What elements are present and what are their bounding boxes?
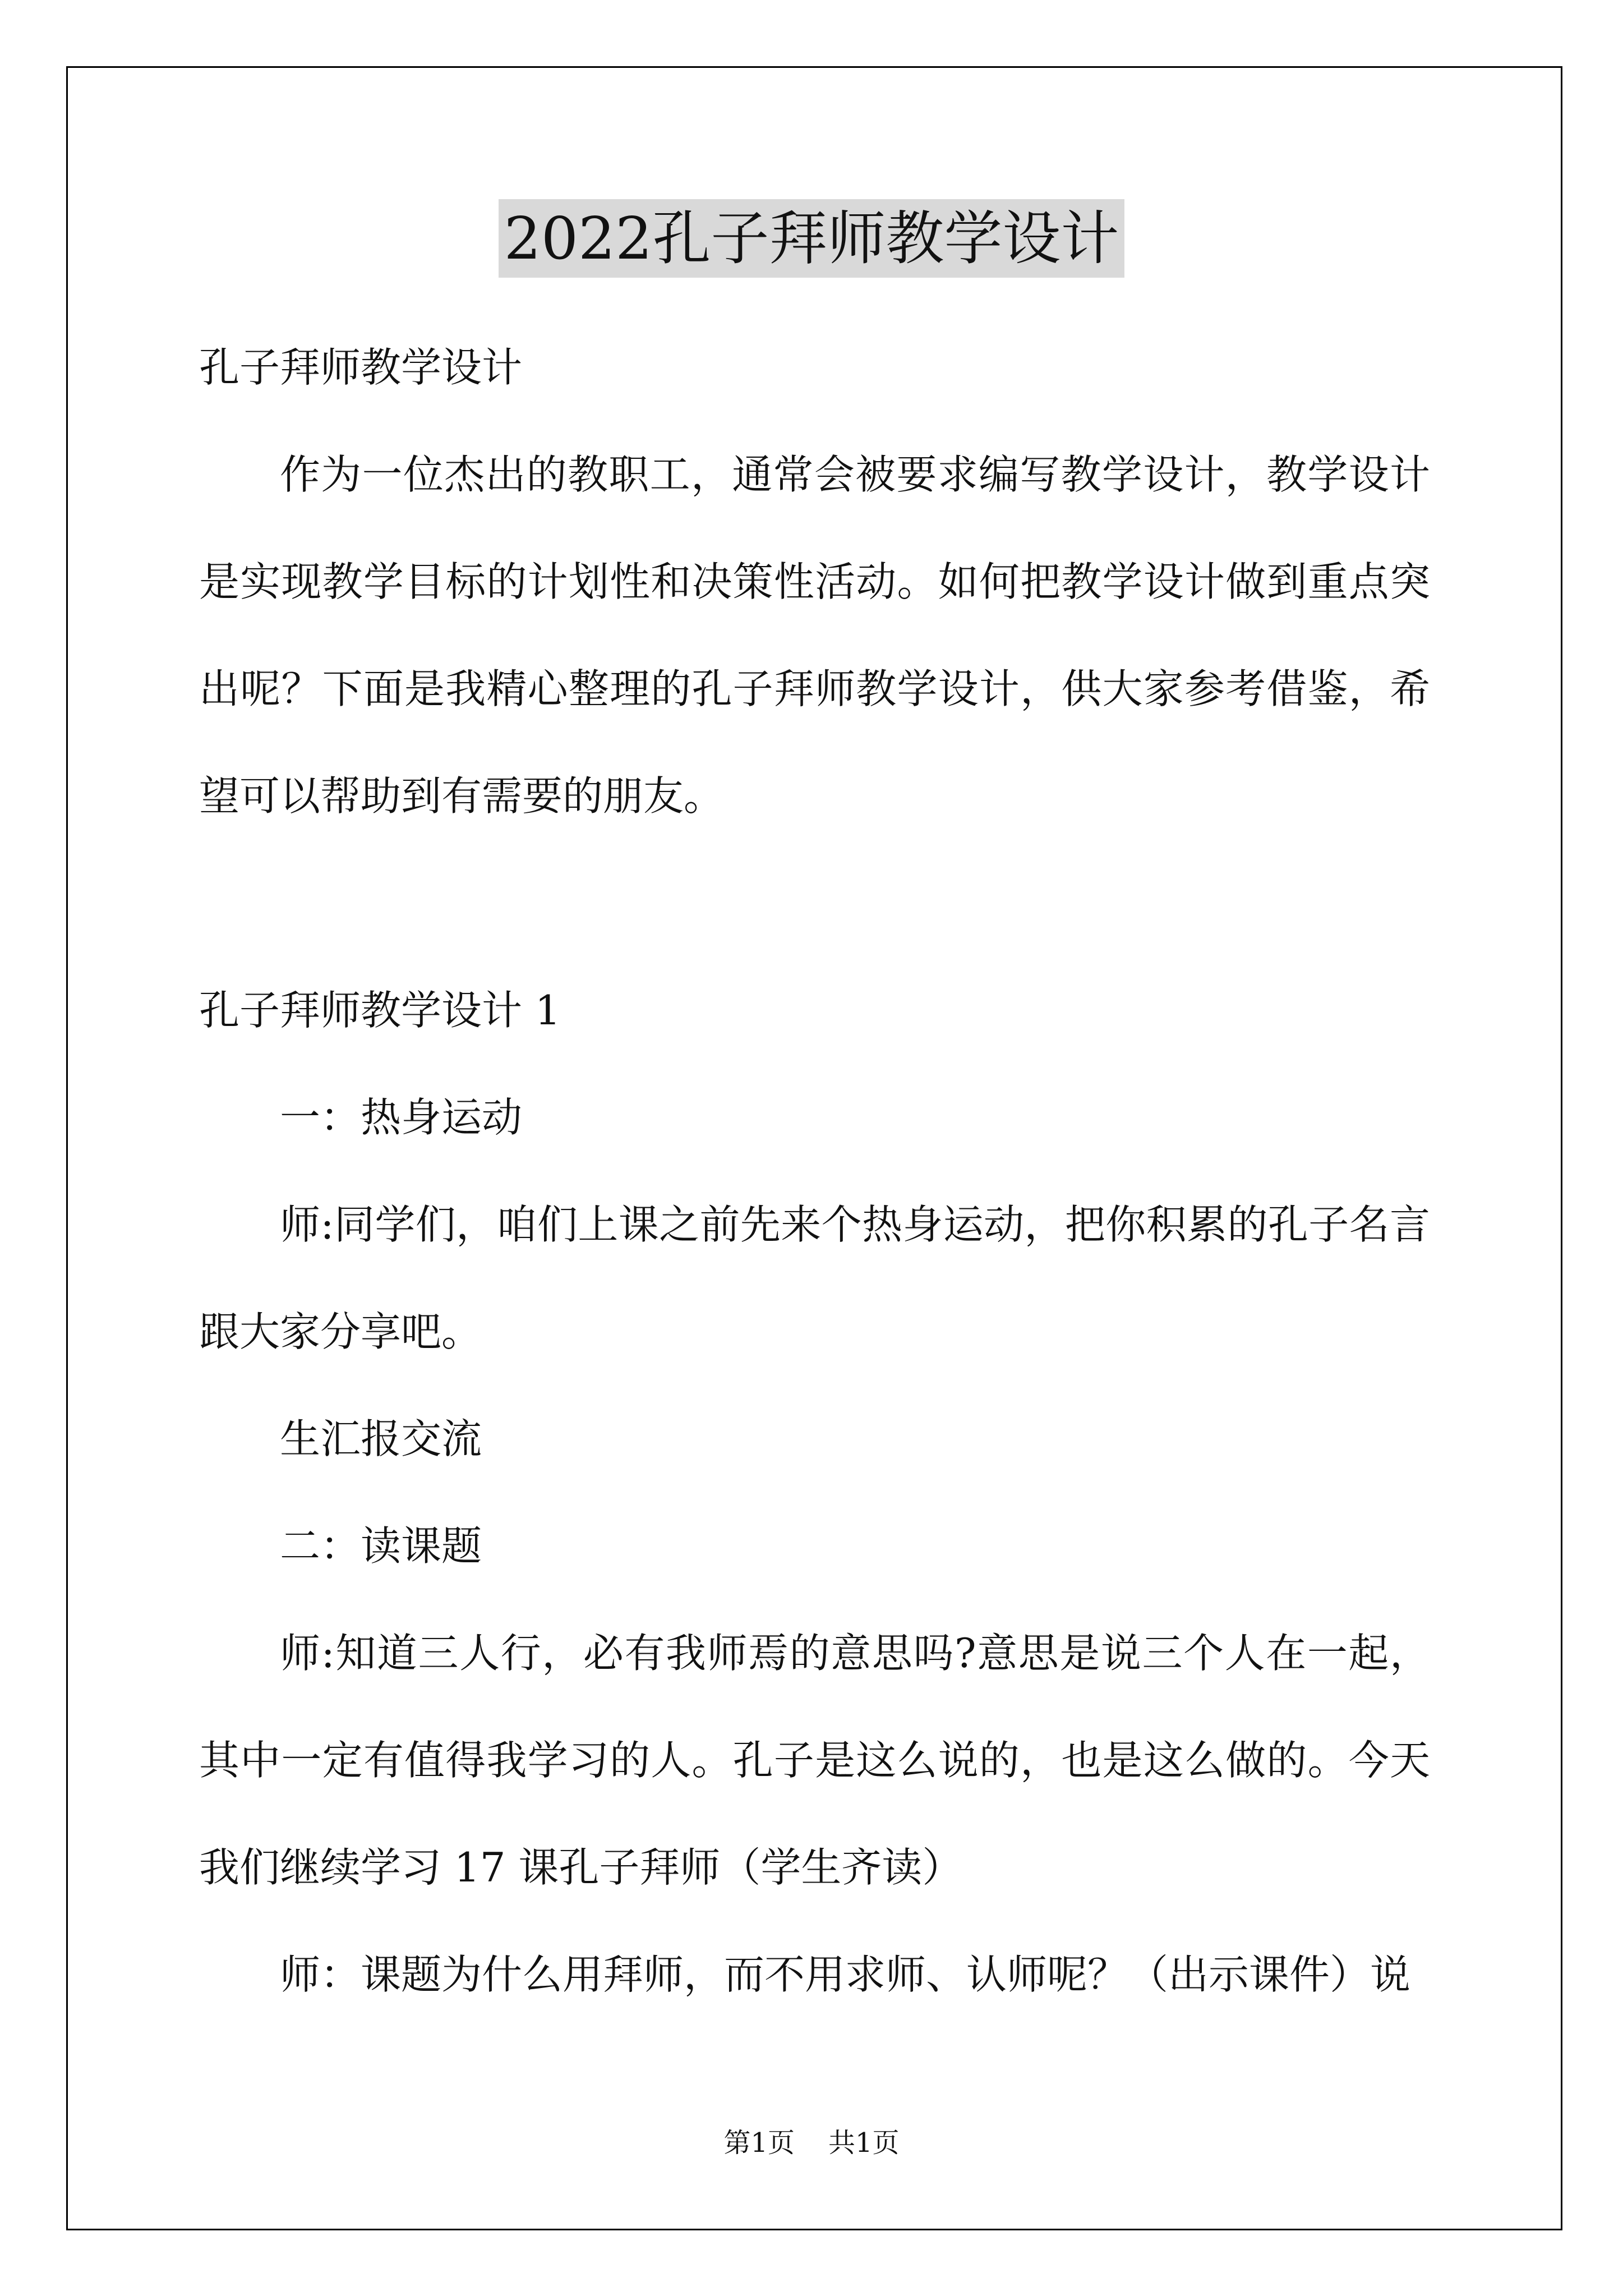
paragraph-1: 作为一位杰出的教职工，通常会被要求编写教学设计，教学设计是实现教学目标的计划性和决策性活动。如何把教学设计做到重点突出呢？下面是我精心整理的孔子拜师教学设计，供大家参考借鉴，希望可以帮助到有需要的朋友。 bbox=[199, 451, 1430, 820]
page-number: 第1页 bbox=[723, 2127, 795, 2159]
paragraph-0: 孔子拜师教学设计 bbox=[199, 344, 523, 391]
paragraph-8: 师：课题为什么用拜师，而不用求师、认师呢？（出示课件）说 bbox=[280, 1951, 1411, 1998]
document-body bbox=[199, 314, 1430, 2028]
document-title: 2022孔子拜师教学设计 bbox=[499, 199, 1125, 278]
paragraph-5: 生汇报交流 bbox=[280, 1415, 482, 1462]
paragraph-2: 孔子拜师教学设计 1 bbox=[199, 987, 561, 1034]
paragraph-3: 一：热身运动 bbox=[280, 1094, 523, 1141]
paragraph-7: 师:知道三人行，必有我师焉的意思吗?意思是说三个人在一起，其中一定有值得我学习的人。孔子是这么说的，也是这么做的。今天我们继续学习 17 课孔子拜师（学生齐读） bbox=[199, 1630, 1430, 1891]
page-footer bbox=[0, 2126, 1623, 2160]
paragraph-6: 二：读课题 bbox=[280, 1522, 482, 1570]
title-container bbox=[0, 199, 1623, 278]
paragraph-4: 师:同学们，咱们上课之前先来个热身运动，把你积累的孔子名言跟大家分享吧。 bbox=[199, 1201, 1430, 1355]
page-total: 共1页 bbox=[828, 2127, 900, 2159]
